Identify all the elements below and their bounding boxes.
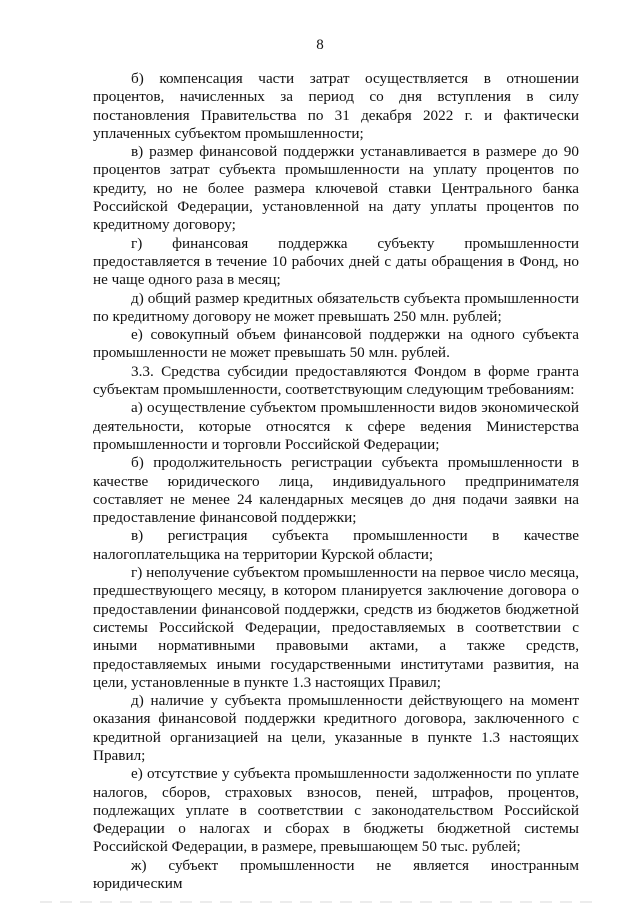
paragraph-zh-not-foreign: ж) субъект промышленности не является иностранным юридическим [93, 856, 579, 893]
document-body [93, 70, 579, 893]
paragraph-v-support-size: в) размер финансовой поддержки устанавливается в размере до 90 процентов затрат субъекта промышленности на уплату процентов по кредиту, но не более размера ключевой ставки Центрального банка Российской Федерации, установленной на дату уплаты процентов по кредитному договору; [93, 143, 579, 234]
page-number: 8 [316, 37, 324, 53]
paragraph-v-tax-registration: в) регистрация субъекта промышленности в качестве налогоплательщика на территории Курской области; [93, 527, 579, 563]
paragraph-3-3-grant: 3.3. Средства субсидии предоставляются Фондом в форме гранта субъектам промышленности, соответствующим следующим требованиям: [93, 362, 579, 399]
paragraph-e-no-tax-debt: е) отсутствие у субъекта промышленности задолженности по уплате налогов, сборов, страховых взносов, пеней, штрафов, процентов, подлежащих уплате в соответствии с законодательством Российской Федерации о налогах и сборах в бюджеты бюджетной системы Российской Федерации, в размере, превышающем 50 тыс. рублей; [93, 765, 579, 856]
paragraph-g-no-other-funds: г) неполучение субъектом промышленности на первое число месяца, предшествующего месяцу, в котором планируется заключение договора о предоставлении финансовой поддержки, средств из бюджетов бюджетной системы Российской Федерации, предоставляемых в соответствии с иными нормативными правовыми актами, а также средств, предоставляемых иными государственными институтами развития, на цели, установленные в пункте 1.3 настоящих Правил; [93, 564, 579, 691]
paragraph-e-support-limit: е) совокупный объем финансовой поддержки на одного субъекта промышленности не может превышать 50 млн. рублей. [93, 326, 579, 362]
paragraph-d-credit-limit: д) общий размер кредитных обязательств субъекта промышленности по кредитному договору не может превышать 250 млн. рублей; [93, 289, 579, 325]
paragraph-g-support-timing: г) финансовая поддержка субъекту промышленности предоставляется в течение 10 рабочих дней с даты обращения в Фонд, но не чаще одного раза в месяц; [93, 234, 579, 289]
paragraph-d-credit-agreement: д) наличие у субъекта промышленности действующего на момент оказания финансовой поддержки кредитного договора, заключенного с кредитной организацией на цели, указанные в пункте 1.3 настоящих Правил; [93, 692, 579, 764]
paragraph-a-activity: а) осуществление субъектом промышленности видов экономической деятельности, которые относятся к сфере ведения Министерства промышленности и торговли Российской Федерации; [93, 399, 579, 453]
paragraph-b-registration-duration: б) продолжительность регистрации субъекта промышленности в качестве юридического лица, индивидуального предпринимателя составляет не менее 24 календарных месяцев до дня подачи заявки на предоставление финансовой поддержки; [93, 454, 579, 527]
scan-bottom-edge [40, 901, 600, 903]
paragraph-b-compensation: б) компенсация части затрат осуществляется в отношении процентов, начисленных за период со дня вступления в силу постановления Правительства по 31 декабря 2022 г. и фактически уплаченных субъектом промышленности; [93, 70, 579, 142]
